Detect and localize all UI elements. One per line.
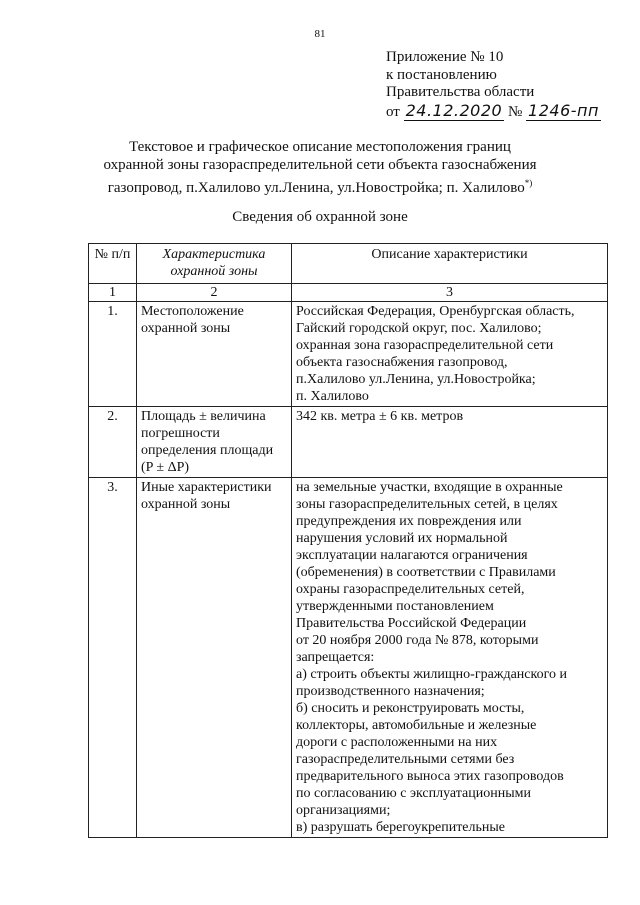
description-line: по согласованию с эксплуатационными: [296, 786, 531, 801]
row-number: 3.: [89, 478, 137, 838]
col-number-1: 1: [89, 284, 137, 302]
number-sign: №: [507, 103, 523, 120]
description-line: (обременения) в соответствии с Правилами: [296, 565, 556, 580]
header-characteristic: Характеристика охранной зоны: [137, 244, 292, 284]
description-line: Правительства Российской Федерации: [296, 616, 527, 631]
description-line: предварительного выноса этих газопроводов: [296, 769, 564, 784]
col-number-2: 2: [137, 284, 292, 302]
description-line: на земельные участки, входящие в охранные: [296, 480, 563, 495]
title-line-3-text: газопровод, п.Халилово ул.Ленина, ул.Новостройка; п. Халилово: [107, 180, 525, 196]
appendix-date-line: [386, 102, 601, 122]
description-line: охраны газораспределительных сетей,: [296, 582, 525, 597]
title-line-3: [0, 174, 640, 197]
row-number: 1.: [89, 302, 137, 407]
description-line: предупреждения их повреждения или: [296, 514, 522, 529]
section-subtitle: Сведения об охранной зоне: [232, 209, 408, 225]
row-number: 2.: [89, 407, 137, 478]
from-prefix: от: [386, 103, 400, 120]
appendix-line-1: Приложение № 10: [386, 49, 504, 65]
description-line: организациями;: [296, 803, 391, 818]
page-number: 81: [314, 28, 326, 40]
description-line: Гайский городской округ, пос. Халилово;: [296, 321, 542, 336]
appendix-line-3: Правительства области: [386, 84, 535, 100]
description-line: эксплуатации налагаются ограничения: [296, 548, 528, 563]
table-row: [89, 407, 608, 478]
description-line: нарушения условий их нормальной: [296, 531, 508, 546]
row-characteristic: Местоположение охранной зоны: [137, 302, 292, 407]
handwritten-number: 1246-пп: [528, 100, 599, 120]
description-line: Российская Федерация, Оренбургская область,: [296, 304, 575, 319]
table-header-row: [89, 244, 608, 284]
description-line: а) строить объекты жилищно-гражданского и: [296, 667, 567, 682]
description-line: дороги с расположенными на них: [296, 735, 498, 750]
description-line: запрещается:: [296, 650, 375, 665]
title-line-2: охранной зоны газораспределительной сети объекта газоснабжения: [103, 157, 537, 173]
description-line: зоны газораспределительных сетей, в целях: [296, 497, 558, 512]
description-line: б) сносить и реконструировать мосты,: [296, 701, 525, 716]
row-description: [292, 407, 608, 478]
description-line: объекта газоснабжения газопровод,: [296, 355, 508, 370]
description-line: охранная зона газораспределительной сети: [296, 338, 554, 353]
row-characteristic: Площадь ± величина погрешности определения площади (P ± ΔP): [137, 407, 292, 478]
description-line: от 20 ноября 2000 года № 878, которыми: [296, 633, 539, 648]
row-description: [292, 302, 608, 407]
appendix-header: [386, 49, 601, 121]
footnote-mark: *): [524, 178, 533, 188]
description-line: утвержденными постановлением: [296, 599, 494, 614]
document-title: [0, 138, 640, 197]
description-line: газораспределительными сетями без: [296, 752, 515, 767]
table-row: [89, 478, 608, 838]
description-line: п. Халилово: [296, 389, 369, 404]
appendix-line-2: к постановлению: [386, 66, 497, 83]
description-line: п.Халилово ул.Ленина, ул.Новостройка;: [296, 372, 536, 387]
zone-info-table: [88, 243, 608, 838]
title-line-1: Текстовое и графическое описание местоположения границ: [129, 139, 511, 155]
header-description: Описание характеристики: [292, 244, 608, 284]
table-row: [89, 302, 608, 407]
row-characteristic: Иные характеристики охранной зоны: [137, 478, 292, 838]
description-line: 342 кв. метра ± 6 кв. метров: [296, 409, 464, 424]
header-num: № п/п: [89, 244, 137, 284]
description-line: в) разрушать берегоукрепительные: [296, 820, 506, 835]
column-number-row: [89, 284, 608, 302]
description-line: коллекторы, автомобильные и железные: [296, 718, 537, 733]
description-line: производственного назначения;: [296, 684, 485, 699]
row-description: [292, 478, 608, 838]
handwritten-date: 24.12.2020: [405, 100, 503, 120]
col-number-3: 3: [292, 284, 608, 302]
